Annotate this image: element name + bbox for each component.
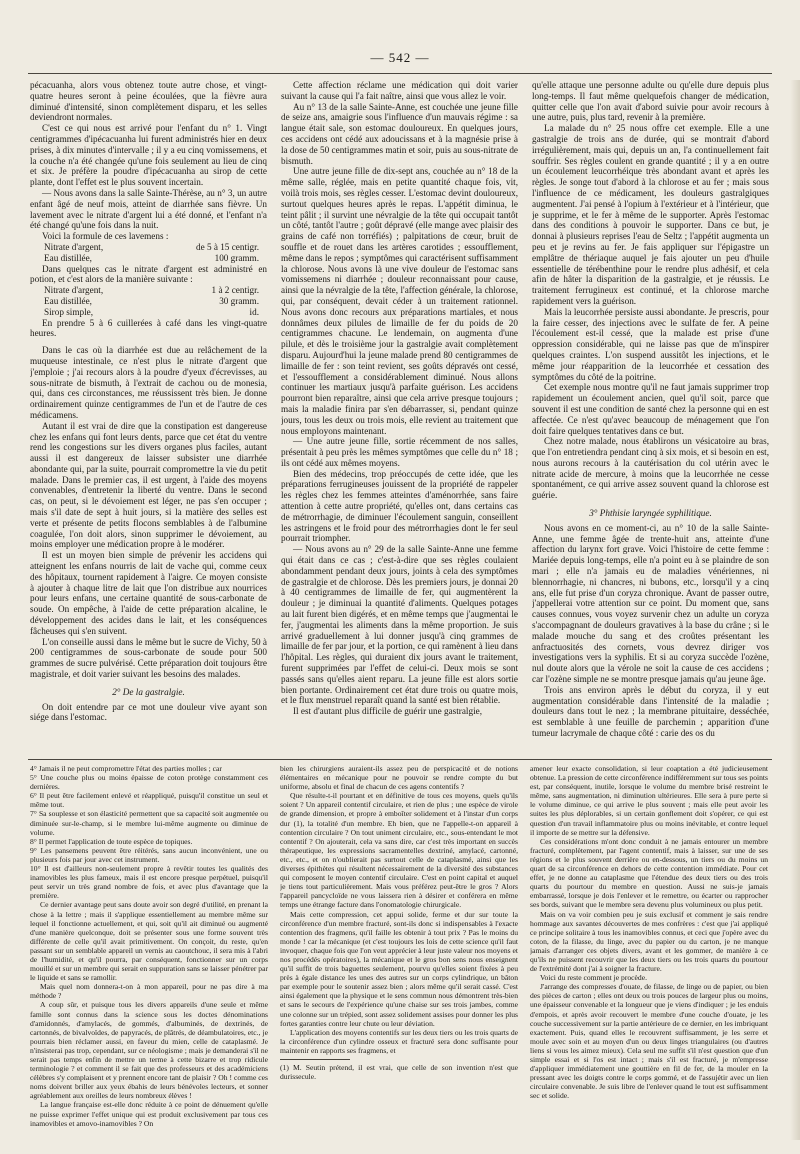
paragraph: 8° Il permet l'application de toute espèce de topiques. <box>30 836 193 846</box>
page-edge-shadow <box>790 80 800 1140</box>
paragraph: qu'elle attaque une personne adulte ou qu'elle dure depuis plus long-temps. Il faut même quelquefois changer de médication, quitter celle que l'on avait d'abord suivie pour avoir recours à une autre, puis, plus tard, revenir à la première. <box>532 80 769 123</box>
main-text-area <box>30 80 770 758</box>
formula-ingredient: Eau distillée, <box>44 252 92 263</box>
feuilleton-area <box>30 764 770 1136</box>
paragraph: Ces considérations m'ont donc conduit à ne jamais entourer un membre fracturé, complètement, par l'agent contentif, mais à laisser, sur une de ses régions et le plus souvent derrière ou en-dessous, un tiers ou du moins un quart de sa circonférence en dehors de cette contention immédiate. Pour cet effet, je ne donne au cataplasme que l'étendue des deux tiers ou des trois quarts du pourtour du membre en question. Aussi ne suis-je jamais embarrassé, lorsque je dois l'enlever et le remettre, ou écarter ou rapprocher ses bords, suivant que le membre sera devenu plus volumineux ou plus petit. <box>530 836 768 910</box>
paragraph: pécacuanha, alors vous obtenez toute autre chose, et vingt-quatre heures seront à peine écoulées, que la fièvre aura diminué d'intensité, sinon complètement disparu, et les selles deviendront normales. <box>30 80 267 123</box>
formula-dose: de 5 à 15 centigr. <box>195 241 259 252</box>
formula-line <box>30 307 267 318</box>
paragraph: La langue française est-elle donc réduite à ce point de dénuement qu'elle ne puisse exprimer l'effet unique qui est produit exclusivement par tous ces inamovibles et amovo-inamovibles ? On <box>30 1100 268 1128</box>
paragraph: Trois ans environ après le début du coryza, il y eut augmentation considérable dans l'intensité de la maladie ; douleurs dans tout le nez ; la membrane pituitaire, desséchée, est semblable à une feuille de parchemin ; apparition d'une tumeur lacrymale de chaque côté : carie des os du <box>532 684 769 739</box>
paragraph: A coup sûr, et puisque tous les divers appareils d'une seule et même famille sont connus dans la science sous les doctes dénominations d'amidonnés, d'amylacés, de gommés, d'albuminés, de dextrinés, de cartonnés, de bivalvoïdes, de papyracés, de plâtrés, de déambulatoires, etc., je pourrais bien réclamer aussi, en faveur du mien, celle de cataplasmé. Je n'insisterai pas trop, cependant, sur ce néologisme ; mais je demanderai s'il ne serait pas temps enfin de mettre un terme à cette bizarre et trop ridicule terminologie ? et comment il se fait que des professeurs et des académiciens célèbres s'y complaisent et y prennent encore tant de plaisir ? Oh ! comme ces noms doivent briller aux yeux ébahis de leurs bénévoles lecteurs, et sonner agréablement aux oreilles de leurs nombreux élèves ! <box>30 1000 268 1101</box>
paragraph: Bien des médecins, trop préoccupés de cette idée, que les préparations ferrugineuses jouissent de la propriété de rappeler les règles chez les femmes atteintes d'aménorrhée, sans faire attention à cette autre propriété, qu'elles ont, dans certains cas de métrorrhagie, de diminuer l'écoulement sanguin, conseillent les astringens et le froid pour des métrorrhagies dont le fer seul pourrait triompher. <box>281 468 518 544</box>
formula-line <box>30 285 267 296</box>
formula-ingredient: Eau distillée, <box>44 295 92 306</box>
paragraph: 10° Il est d'ailleurs non-seulement propre à revêtir toutes les qualités des inamovibles les plus fameux, mais il est encore presque perpétuel, puisqu'il peut servir un très grand nombre de fois, et avec plus d'avantage que la première. <box>30 864 268 901</box>
feuilleton-column-1 <box>30 764 268 1136</box>
paragraph: On doit entendre par ce mot une douleur vive ayant son siége dans l'estomac. <box>30 701 267 723</box>
paragraph: Mais quel nom donnera-t-on à mon appareil, pour ne pas dire à ma méthode ? <box>30 982 268 1001</box>
paragraph: Il est d'autant plus difficile de guérir une gastralgie, <box>293 706 483 717</box>
formula-ingredient: Nitrate d'argent, <box>44 285 104 296</box>
paragraph: Mais la leucorrhée persiste aussi abondante. Je prescris, pour la faire cesser, des injections avec le sulfate de fer. A peine l'écoulement est-il cessé, que la malade est prise d'une oppression considérable, qui ne laisse pas que de m'inspirer quelques craintes. L'on suspend aussitôt les injections, et le même jour réapparition de la leucorrhée et cessation des symptômes du côté de la poitrine. <box>532 306 769 382</box>
page-number: — 542 — <box>370 50 430 65</box>
paragraph: Autant il est vrai de dire que la constipation est dangereuse chez les enfans qui font leurs dents, parce que cet état du ventre rend les congestions sur les divers organes plus faciles, autant aussi il est dangereux de laisser subsister une diarrhée abondante qui, par la suite, pourrait compromettre la vie du petit malade. Dans le premier cas, il est urgent, à l'aide des moyens convenables, d'entretenir la liberté du ventre. Dans le second cas, on peut, si le dévoiement est léger, ne pas s'en occuper ; mais s'il date de sept à huit jours, si la matière des selles est verte et présente de petits flocons semblables à de l'albumine coagulée, l'on doit alors, sinon supprimer le dévoiement, au moins employer une médication propre à le modérer. <box>30 420 267 550</box>
formula-dose: 100 gramm. <box>214 252 259 263</box>
footnote: (1) M. Seutin prétend, il est vrai, que celle de son invention n'est que durissecule. <box>280 1063 518 1082</box>
paragraph: 4° Jamais il ne peut compromettre l'état des parties molles ; car <box>30 764 222 773</box>
paragraph: L'application des moyens contentifs sur les deux tiers ou les trois quarts de la circonférence d'un cylindre osseux et fracturé sera donc suffisante pour maintenir en rapports ses fragmens, et <box>280 1027 518 1055</box>
paragraph: Cet exemple nous montre qu'il ne faut jamais supprimer trop rapidement un écoulement ancien, quel qu'il soit, parce que souvent il est une condition de santé chez la personne qui en est affectée. Ce n'est qu'avec beaucoup de ménagement que l'on doit faire quelques tentatives dans ce but. <box>532 382 769 436</box>
paragraph: 9° Les pansemens peuvent être réitérés, sans aucun inconvénient, une ou plusieurs fois par jour avec cet instrument. <box>30 845 268 864</box>
text-column-1 <box>30 80 267 758</box>
paragraph: Voici la formule de ces lavemens : <box>42 231 169 242</box>
paragraph: La malade du n° 25 nous offre cet exemple. Elle a une gastralgie de trois ans de durée, qui se montrait d'abord irrégulièrement, mais qui, depuis un an, l'a continuellement fait souffrir. Ses règles coulent en grande quantité ; il y a en outre un écoulement leucorrhéique très abondant avant et après les règles. Je songe tout d'abord à la chlorose et au fer ; mais sous l'influence de ce médicament, les douleurs gastralgiques augmentent. J'ai pensé à l'opium à l'extérieur et à l'intérieur, que je supprime, et le fer à même de le supporter. Après l'estomac dans des conditions à pouvoir le supporter. Dans ce but, je donnai à plusieurs reprises l'eau de Seltz ; l'appétit augmenta un peu et je revins au fer. Je fais appliquer sur l'épigastre un emplâtre de thériaque auquel je fais ajouter un peu d'huile essentielle de térébenthine pour le rendre plus adhésif, et cela afin de hâter la disparition de la gastralgie, et je réussis. Le traitement ferrugineux est continué, et la chlorose marche rapidement vers la guérison. <box>532 123 769 306</box>
feuilleton-column-2 <box>280 764 518 1136</box>
text-column-2 <box>281 80 518 758</box>
formula-dose: id. <box>249 306 259 317</box>
paragraph: Il est un moyen bien simple de prévenir les accidens qui atteignent les enfans nourris de lait de vache qui, comme ceux des hôpitaux, tournent rapidement à l'aigre. Ce moyen consiste à ajouter à chaque litre de lait que l'on distribue aux nourrices pour leurs enfans, une certaine quantité de sous-carbonate de soude. On empêche, à l'aide de cette préparation alcaline, le développement des acides dans le lait, et les conséquences fâcheuses qui s'en suivent. <box>30 550 267 636</box>
paragraph: Ce dernier avantage peut sans doute avoir son degré d'utilité, en prenant la chose à la lettre ; mais il s'applique essentiellement au membre même sur lequel il fonctionne actuellement, et qui, soit qu'il ait diminué ou augmenté d'une manière quelconque, doit se présenter sous une forme souvent très différente de celle qu'il avait primitivement. On conçoit, du reste, qu'en passant sur un semblable appareil un vernis au caoutchouc, il sera mis à l'abri de l'humidité, et qu'il pourra, par conséquent, fonctionner sur un corps mouillé et sur un membre qui serait en suppuration sans se laisser pénétrer par le liquide et sans se ramollir. <box>30 900 268 983</box>
formula-line <box>30 253 267 264</box>
paragraph: Nous avons en ce moment-ci, au n° 10 de la salle Sainte-Anne, une femme âgée de trente-huit ans, atteinte d'une affection du larynx fort grave. Voici l'histoire de cette femme : Mariée depuis long-temps, elle n'a point eu à se plaindre de son mari ; elle n'a jamais eu de maladies vénériennes, ni blennorrhagie, ni chancres, ni bubons, etc., lorsqu'il y a cinq ans, elle fut prise d'un coryza chronique. Avant de passer outre, j'appellerai votre attention sur ce point. Du moment que, sans causes connues, vous voyez survenir chez un adulte un coryza s'accompagnant de douleurs gravatives à la base du crâne ; si le malade mouche du sang et des croûtes présentant les anfractuosités des cornets, vous devrez diriger vos investigations vers la syphilis. Et si au coryza succède l'ozène, nul doute alors que la vérole ne soit la cause de ces accidens ; car l'ozène simple ne se montre presque jamais qu'au jeune âge. <box>532 522 769 685</box>
paragraph: Mais cette compression, cet appui solide, ferme et dur sur toute la circonférence d'un membre fracturé, sont-ils donc si indispensables à l'exacte contention des fragmens, qu'il faille les obtenir à tout prix ? Pas le moins du monde ! car la mécanique (et c'est toujours les lois de cette science qu'il faut invoquer, chaque fois que l'on veut apprécier à leur juste valeur nos moyens et nos procédés opératoires), la mécanique et le gros bon sens nous enseignent qu'il suffit de trois baguettes seulement, pourvu qu'elles soient fixées à peu près à égale distance les unes des autres sur un corps cylindrique, un bâton par exemple pour le soutenir assez bien ; alors même qu'il serait cassé. C'est ainsi également que la physique et le sens commun nous démontrent très-bien et sans le secours de l'expérience qu'une chaise sur ses trois jambes, comme une colonne sur un trépied, sont assez solidement assises pour donner les plus fortes garanties contre leur chute ou leur déviation. <box>280 909 518 1028</box>
feuilleton-column-3 <box>530 764 768 1136</box>
paragraph: — Nous avons dans la salle Sainte-Thérèse, au n° 3, un autre enfant âgé de neuf mois, atteint de diarrhée sans fièvre. Un lavement avec le nitrate d'argent lui a été donné, et l'enfant n'a été changé qu'une fois dans la nuit. <box>30 187 267 231</box>
section-divider <box>28 759 772 760</box>
formula-line <box>30 242 267 253</box>
paragraph: Dans quelques cas le nitrate d'argent est administré en potion, et c'est alors de la manière suivante : <box>30 263 267 285</box>
formula-dose: 1 à 2 centigr. <box>211 285 259 296</box>
paragraph: — Nous avons au n° 29 de la salle Sainte-Anne une femme qui était dans ce cas ; c'est-à-dire que ses règles coulaient abondamment pendant deux jours, joints à cela des symptômes de gastralgie et de chlorose. Dès les premiers jours, je donnai 20 à 40 centigrammes de limaille de fer, qui augmentèrent la douleur ; je diminuai la quantité d'aliments. Quelques potages au lait furent bien digérés, et en même temps que j'augmentai le fer, j'augmentai les aliments dans la même proportion. Je suis arrivé graduellement à lui donner jusqu'à cinq grammes de limaille de fer par jour, et la portion, ce qui ramènent à lieu dans l'hôpital. Les règles, qui duraient dix jours avant le traitement, furent supprimées par l'effet de celui-ci. Deux mois se sont passés sans qu'elles aient reparu. La jeune fille est alors sortie bien portante. Ordinairement cet état dure trois ou quatre mois, et le flux menstruel reparaît quand la santé est bien rétablie. <box>281 544 518 706</box>
formula-ingredient: Nitrate d'argent, <box>44 241 104 252</box>
paragraph: Une autre jeune fille de dix-sept ans, couchée au n° 18 de la même salle, réglée, mais en petite quantité chaque fois, vit, voilà trois mois, ses règles cesser. L'estomac devint douloureux, surtout quelques heures après le repas. L'appétit diminua, le teint pâlit ; il survint une névralgie de la tête qui occupait tantôt un côté, tantôt l'autre ; goût dépravé (elle mange avec plaisir des grains de café non torréfiés) ; palpitations de cœur, bruit de souffle et de rouet dans les artères carotides ; essoufflement, même dans le repos ; symptômes qui caractérisent suffisamment la chlorose. Nous avons là une vive douleur de l'estomac sans vomissemens ni diarrhée ; douleur reconnaissant pour cause, ainsi que la névralgie de la tête, l'affection générale, la chlorose, qui, par conséquent, devait céder à un traitement rationnel. Nous avons donc recours aux préparations martiales, et nous donnâmes deux pilules de limaille de fer du poids de 20 centigrammes chacune. Le lendemain, on augmenta d'une pilule, et dès le troisième jour la gastralgie avait complètement disparu. Aujourd'hui la jeune malade prend 80 centigrammes de limaille de fer : son teint revient, ses goûts dépravés ont cessé, et l'essoufflement a considérablement diminué. Nous allons continuer les martiaux jusqu'à parfaite guérison. Les accidens pourront bien reparaître, ainsi que cela arrive presque toujours ; mais la maladie finira par s'en débarrasser, si, pendant quinze jours, tous les deux ou trois mois, elle revient au traitement que nous employons maintenant. <box>281 166 518 436</box>
paragraph: Au n° 13 de la salle Sainte-Anne, est couchée une jeune fille de seize ans, amaigrie sous l'influence d'un mauvais régime : sa langue était sale, son estomac douloureux. En quelques jours, ces accidens ont cédé aux adoucissans et à la magnésie prise à la dose de 50 centigrammes matin et soir, puis au sous-nitrate de bismuth. <box>281 101 518 166</box>
header-rule <box>28 73 772 74</box>
paragraph: 6° Il peut être facilement enlevé et réappliqué, puisqu'il constitue un seul et même tout. <box>30 791 268 810</box>
paragraph: — Une autre jeune fille, sortie récemment de nos salles, présentait à peu près les mêmes symptômes que celle du n° 18 ; ils ont cédé aux mêmes moyens. <box>281 436 518 468</box>
text-column-3 <box>532 80 769 758</box>
section-heading: 2° De la gastralgie. <box>112 686 185 697</box>
formula-ingredient: Sirop simple, <box>44 306 94 317</box>
paragraph: Dans le cas où la diarrhée est due au relâchement de la muqueuse intestinale, ce n'est plus le nitrate d'argent que j'emploie ; j'ai recours alors à la poudre d'yeux d'écrevisses, au sous-nitrate de bismuth, à l'extrait de cachou ou de monesia, qui, dans ces circonstances, me réussissent très bien. Je donne ordinairement quinze centigrammes de l'un et de l'autre de ces médicamens. <box>30 345 267 420</box>
paragraph: Cette affection réclame une médication qui doit varier suivant la cause qui l'a fait naître, ainsi que vous allez le voir. <box>281 80 518 101</box>
paragraph: Chez notre malade, nous établirons un vésicatoire au bras, que l'on entretiendra pendant cinq à six mois, et si besoin en est, nous aurons recours à la cautérisation du col utérin avec le nitrate acide de mercure, à moins que la leucorrhée ne cesse spontanément, ce qui arrive assez souvent quand la chlorose est guérie. <box>532 436 769 501</box>
paragraph: Mais on va voir combien peu je suis exclusif et comment je sais rendre hommage aux savantes découvertes de mes confrères : c'est que j'ai appliqué ce principe solitaire à tous les inamovibles connus, et ceci que j'opère avec du coton, de la filasse, du linge, avec du papier ou du carton, je ne manque jamais d'arranger ces objets divers, avant et les gommer, de manière à ce qu'ils ne puissent recouvrir que les deux tiers ou les trois quarts du pourtour de l'extrémité dont j'ai à soigner la fracture. <box>530 909 768 974</box>
footnote-rule <box>280 1059 350 1060</box>
formula-dose: 30 gramm. <box>219 295 259 306</box>
paragraph: C'est ce qui nous est arrivé pour l'enfant du n° 1. Vingt centigrammes d'ipécacuanha lui furent administrés hier en deux prises, à dix minutes d'intervalle ; il y a eu cinq vomissemens, et la couche n'a été changée qu'une fois seulement au lieu de cinq et six. Je préfère la poudre d'ipécacuanha au sirop de cette plante, dont l'effet est le plus souvent incertain. <box>30 123 267 188</box>
paragraph: 5° Une couche plus ou moins épaisse de coton protège constamment ces dernières. <box>30 773 268 792</box>
paragraph: J'arrange des compresses d'ouate, de filasse, de linge ou de papier, ou bien des pièces de carton ; elles ont deux ou trois pouces de largeur plus ou moins, une épaisseur convenable et la longueur que je viens d'indiquer ; je les enduis d'empois, et après avoir recouvert le membre d'une couche d'ouate, je les couche successivement sur la partie antérieure de ce dernier, en les imbriquant exactement. Puis, quand elles le recouvrent suffisamment, je les serre et moule avec soin et au moyen d'un ou deux linges triangulaires (ou d'autres liens si vous les aimez mieux). Cela seul me suffit s'il n'est question que d'un simple essai et si l'os est intact ; mais s'il est fracturé, je m'empresse d'appliquer immédiatement une gouttière en fil de fer, de la mouler en la pressant avec les doigts contre le corps gommé, et de l'assujétir avec un lien circulaire convenable. Je suis libre de l'enlever quand le tout est suffisamment sec et solide. <box>530 982 768 1101</box>
paragraph: Que résulte-t-il pourtant et en définitive de tous ces moyens, quels qu'ils soient ? Un appareil contentif circulaire, et rien de plus ; une espèce de virole de grande dimension, et propre à emboîter solidement et à l'instar d'un corps dur (1), la totalité d'un membre. Eh bien, que ne l'appelle-t-on appareil à contention circulaire ? On tout uniment circulaire, etc., sous-entendant le mot contentif ? On ajouterait, cela va sans dire, car c'est très important en succès thérapeutique, les expressions sacramentelles dextriné, amylacé, cartonné, etc., etc., et on n'oublierait pas surtout celle de cataplasmé, ainsi que les diverses épithètes qui résultent nécessairement de la diversité des substances qui composent le moyen contentif circulaire. C'est en point capital et auquel je tiens tout particulièrement. Mais vous préférez peut-être le gros ? Alors l'appareil pancycloïde ne vous laissera rien à désirer et conférera en même temps une étrange facture dans l'onomatologie chirurgicale. <box>280 791 518 910</box>
section-heading: 3° Phthisie laryngée syphilitique. <box>589 508 712 519</box>
paragraph: En prendre 5 à 6 cuillerées à café dans les vingt-quatre heures. <box>30 317 267 339</box>
formula-line <box>30 296 267 307</box>
paragraph: L'on conseille aussi dans le même but le sucre de Vichy, 50 à 200 centigrammes de sous-carbonate de soude pour 500 grammes de sucre pulvérisé. Cette préparation doit toujours être magistrale, et doit varier suivant les besoins des malades. <box>30 636 267 680</box>
paragraph: bien les chirurgiens auraient-ils assez peu de perspicacité et de notions élémentaires en mécanique pour ne pouvoir se rendre compte du but uniforme, absolu et final de chacun de ces agens contentifs ? <box>280 764 518 792</box>
paragraph: 7° Sa souplesse et son élasticité permettent que sa capacité soit augmentée ou diminuée sur-le-champ, si le membre lui-même augmente ou diminue de volume. <box>30 809 268 837</box>
paragraph: amener leur exacte consolidation, si leur coaptation a été judicieusement obtenue. La pression de cette circonférence indifféremment sur tous ses points est, par conséquent, inutile, lorsque le volume du membre brisé restreint le même, sans augmentation, ni diminution ultérieures. Elle sera à pure perte si le volume diminue, ce qui arrive le plus souvent ; mais elle peut avoir les suites les plus déplorables, si un certain gonflement doit s'opérer, ce qui est question d'un travail inflammatoire plus ou moins inévitable, et contre lequel il importe de se mettre sur la défensive. <box>530 764 768 837</box>
paragraph: Voici du reste comment je procède. <box>540 973 647 983</box>
